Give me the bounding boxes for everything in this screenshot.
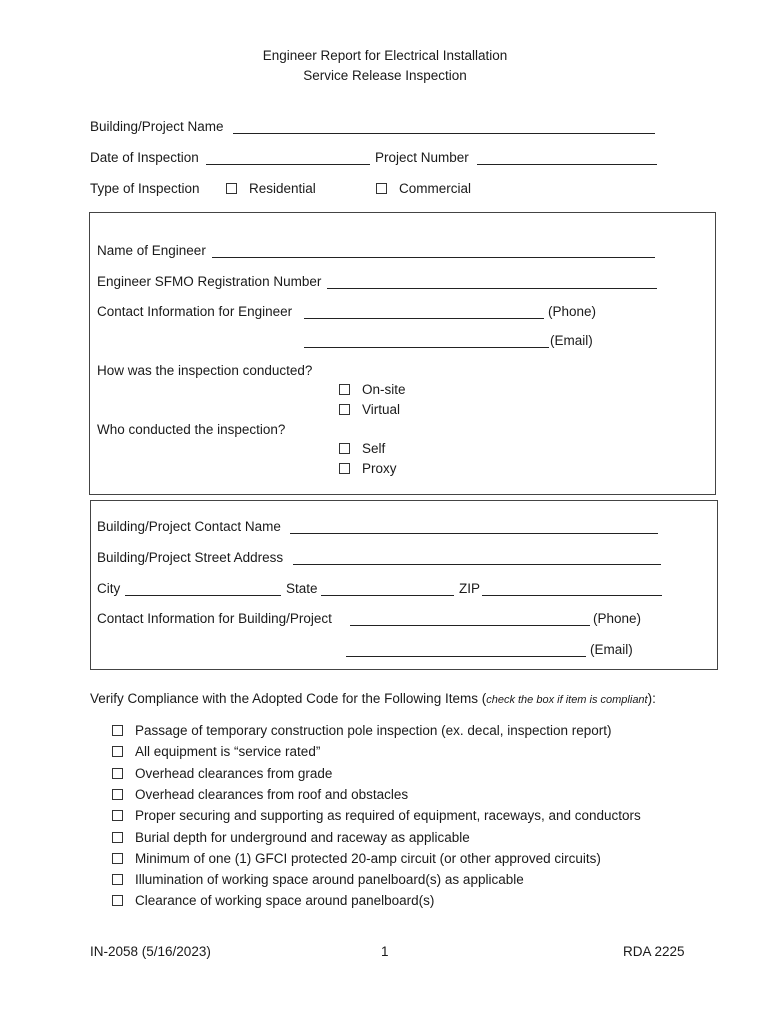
commercial-checkbox[interactable]: [376, 183, 387, 194]
compliance-item-label: Minimum of one (1) GFCI protected 20-amp circuit (or other approved circuits): [135, 850, 601, 866]
proxy-label: Proxy: [362, 461, 397, 476]
compliance-checkbox[interactable]: [112, 789, 123, 800]
self-label: Self: [362, 441, 386, 456]
compliance-checkbox[interactable]: [112, 874, 123, 885]
compliance-item[interactable]: [112, 851, 601, 867]
residential-option[interactable]: [226, 181, 316, 197]
proxy-checkbox[interactable]: [339, 463, 350, 474]
residential-checkbox[interactable]: [226, 183, 237, 194]
commercial-option[interactable]: [376, 181, 471, 197]
building-email-field[interactable]: [346, 656, 586, 657]
building-contact-name-label: Building/Project Contact Name: [97, 519, 281, 534]
building-phone-field[interactable]: [350, 625, 590, 626]
building-phone-suffix: (Phone): [593, 611, 642, 626]
compliance-item-label: All equipment is “service rated”: [135, 744, 321, 760]
compliance-intro: [90, 691, 656, 708]
registration-label: Engineer SFMO Registration Number: [97, 274, 322, 289]
page-number: 1: [381, 944, 389, 959]
compliance-note: check the box if item is compliant: [486, 694, 648, 706]
engineer-email-field[interactable]: [304, 347, 549, 348]
inspection-date-field[interactable]: [206, 164, 370, 165]
inspection-method-label: How was the inspection conducted?: [97, 363, 313, 378]
building-email-suffix: (Email): [590, 642, 633, 657]
rda-code: RDA 2225: [623, 944, 685, 959]
engineer-phone-suffix: (Phone): [548, 304, 597, 319]
compliance-item[interactable]: [112, 808, 641, 824]
compliance-item-label: Burial depth for underground and raceway as applicable: [135, 829, 470, 845]
form-subtitle: Service Release Inspection: [303, 68, 467, 83]
self-option[interactable]: [339, 441, 385, 457]
compliance-checkbox[interactable]: [112, 832, 123, 843]
project-number-label: Project Number: [375, 150, 469, 165]
engineer-email-suffix: (Email): [550, 333, 593, 348]
compliance-checkbox[interactable]: [112, 810, 123, 821]
street-address-label: Building/Project Street Address: [97, 550, 284, 565]
virtual-option[interactable]: [339, 402, 400, 418]
compliance-item-label: Overhead clearances from roof and obstacles: [135, 786, 409, 802]
compliance-item[interactable]: [112, 872, 524, 888]
proxy-option[interactable]: [339, 461, 397, 477]
residential-label: Residential: [249, 181, 316, 196]
city-label: City: [97, 581, 121, 596]
project-name-field[interactable]: [233, 133, 655, 134]
compliance-checkbox[interactable]: [112, 768, 123, 779]
state-field[interactable]: [321, 595, 454, 596]
compliance-intro-end: ):: [647, 691, 656, 706]
registration-field[interactable]: [327, 288, 657, 289]
virtual-checkbox[interactable]: [339, 404, 350, 415]
compliance-item-label: Passage of temporary construction pole inspection (ex. decal, inspection report): [135, 723, 612, 738]
zip-label: ZIP: [459, 581, 481, 596]
inspector-label: Who conducted the inspection?: [97, 422, 286, 437]
compliance-item[interactable]: [112, 830, 470, 846]
compliance-checkbox[interactable]: [112, 853, 123, 864]
inspection-type-label: Type of Inspection: [90, 181, 200, 196]
engineer-contact-label: Contact Information for Engineer: [97, 304, 293, 319]
compliance-intro-text: Verify Compliance with the Adopted Code for the Following Items (: [90, 691, 487, 706]
commercial-label: Commercial: [399, 181, 472, 196]
engineer-name-label: Name of Engineer: [97, 243, 206, 258]
form-id: IN-2058 (5/16/2023): [90, 944, 211, 959]
project-name-label: Building/Project Name: [90, 119, 224, 134]
street-address-field[interactable]: [293, 564, 661, 565]
compliance-checkbox[interactable]: [112, 746, 123, 757]
inspection-date-label: Date of Inspection: [90, 150, 199, 165]
compliance-item-label: Illumination of working space around panelboard(s) as applicable: [135, 872, 524, 888]
onsite-checkbox[interactable]: [339, 384, 350, 395]
compliance-item[interactable]: [112, 723, 612, 739]
engineer-phone-field[interactable]: [304, 318, 544, 319]
compliance-item[interactable]: [112, 766, 332, 782]
project-number-field[interactable]: [477, 164, 657, 165]
compliance-item-label: Overhead clearances from grade: [135, 765, 333, 781]
compliance-item[interactable]: [112, 787, 408, 803]
compliance-checkbox[interactable]: [112, 725, 123, 736]
self-checkbox[interactable]: [339, 443, 350, 454]
form-title: Engineer Report for Electrical Installation: [262, 48, 508, 63]
state-label: State: [286, 581, 318, 596]
zip-field[interactable]: [482, 595, 662, 596]
compliance-item[interactable]: [112, 744, 320, 760]
engineer-name-field[interactable]: [212, 257, 655, 258]
building-contact-info-label: Contact Information for Building/Project: [97, 611, 332, 626]
compliance-item[interactable]: [112, 893, 434, 909]
compliance-item-label: Clearance of working space around panelboard(s): [135, 893, 435, 909]
virtual-label: Virtual: [362, 402, 401, 417]
building-contact-name-field[interactable]: [290, 533, 658, 534]
city-field[interactable]: [125, 595, 281, 596]
onsite-option[interactable]: [339, 382, 406, 398]
onsite-label: On-site: [362, 382, 406, 397]
compliance-checkbox[interactable]: [112, 895, 123, 906]
compliance-item-label: Proper securing and supporting as required of equipment, raceways, and conductors: [135, 808, 641, 824]
